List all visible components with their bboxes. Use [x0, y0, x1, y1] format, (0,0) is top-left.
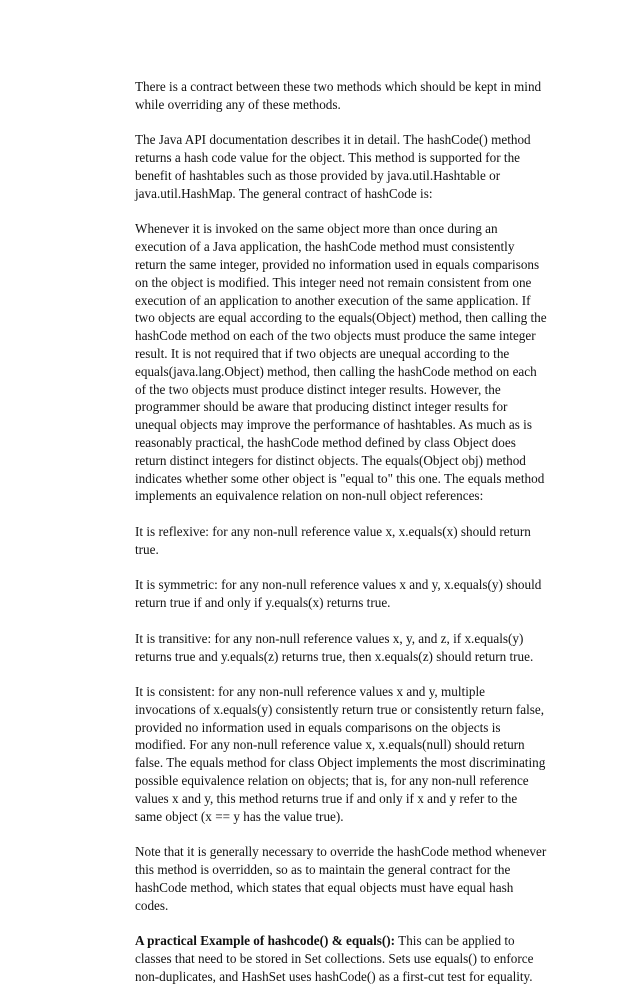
paragraph-transitive: It is transitive: for any non-null reference values x, y, and z, if x.equals(y) returns true and y.equals(z) returns true, then x.equals(z) should return true. — [135, 630, 534, 664]
paragraph-consistent: It is consistent: for any non-null reference values x and y, multiple invocations of x.equals(y) consistently return true or consistently return false, provided no information used in equals comparisons on the objects is modified. For any non-null reference value x, x.equals(null) should return false. The equals method for class Object implements the most discriminating possible equivalence relation on objects; that is, for any non-null reference values x and y, this method returns true if and only if x and y refer to the same object (x == y has the value true). — [135, 684, 546, 824]
practical-example-text: This can be applied to classes that need to be stored in Set collections. Sets use equals() to enforce non-duplicates, and HashSet uses hashCode() as a first-cut test for equality. — [135, 933, 534, 984]
paragraph-contract-intro: There is a contract between these two methods which should be kept in mind while overriding any of these methods. — [135, 79, 542, 112]
practical-example-heading: A practical Example of hashcode() & equals(): — [135, 933, 396, 949]
paragraph-api-documentation: The Java API documentation describes it in detail. The hashCode() method returns a hash code value for the object. This method is supported for the benefit of hashtables such as those provided by java.util.Hashtable or java.util.HashMap. The general contract of hashCode is: — [135, 132, 531, 201]
paragraph-symmetric: It is symmetric: for any non-null reference values x and y, x.equals(y) should return true if and only if y.equals(x) returns true. — [135, 577, 542, 611]
document-body — [135, 78, 547, 1003]
paragraph-reflexive: It is reflexive: for any non-null reference value x, x.equals(x) should return true. — [135, 523, 531, 557]
paragraph-override-note: Note that it is generally necessary to override the hashCode method whenever this method is overridden, so as to maintain the general contract for the hashCode method, which states that equal objects must have equal hash codes. — [135, 844, 547, 913]
paragraph-hashcode-contract: Whenever it is invoked on the same object more than once during an execution of a Java application, the hashCode method must consistently return the same integer, provided no information used in equals comparisons on the object is modified. This integer need not remain consistent from one execution of an application to another execution of the same application. If two objects are equal according to the equals(Object) method, then calling the hashCode method on each of the two objects must produce the same integer result. It is not required that if two objects are unequal according to the equals(java.lang.Object) method, then calling the hashCode method on each of the two objects must produce distinct integer results. However, the programmer should be aware that producing distinct integer results for unequal objects may improve the performance of hashtables. As much as is reasonably practical, the hashCode method defined by class Object does return distinct integers for distinct objects. The equals(Object obj) method indicates whether some other object is "equal to" this one. The equals method implements an equivalence relation on non-null object references: — [135, 221, 547, 504]
paragraph-practical-example — [135, 932, 547, 985]
